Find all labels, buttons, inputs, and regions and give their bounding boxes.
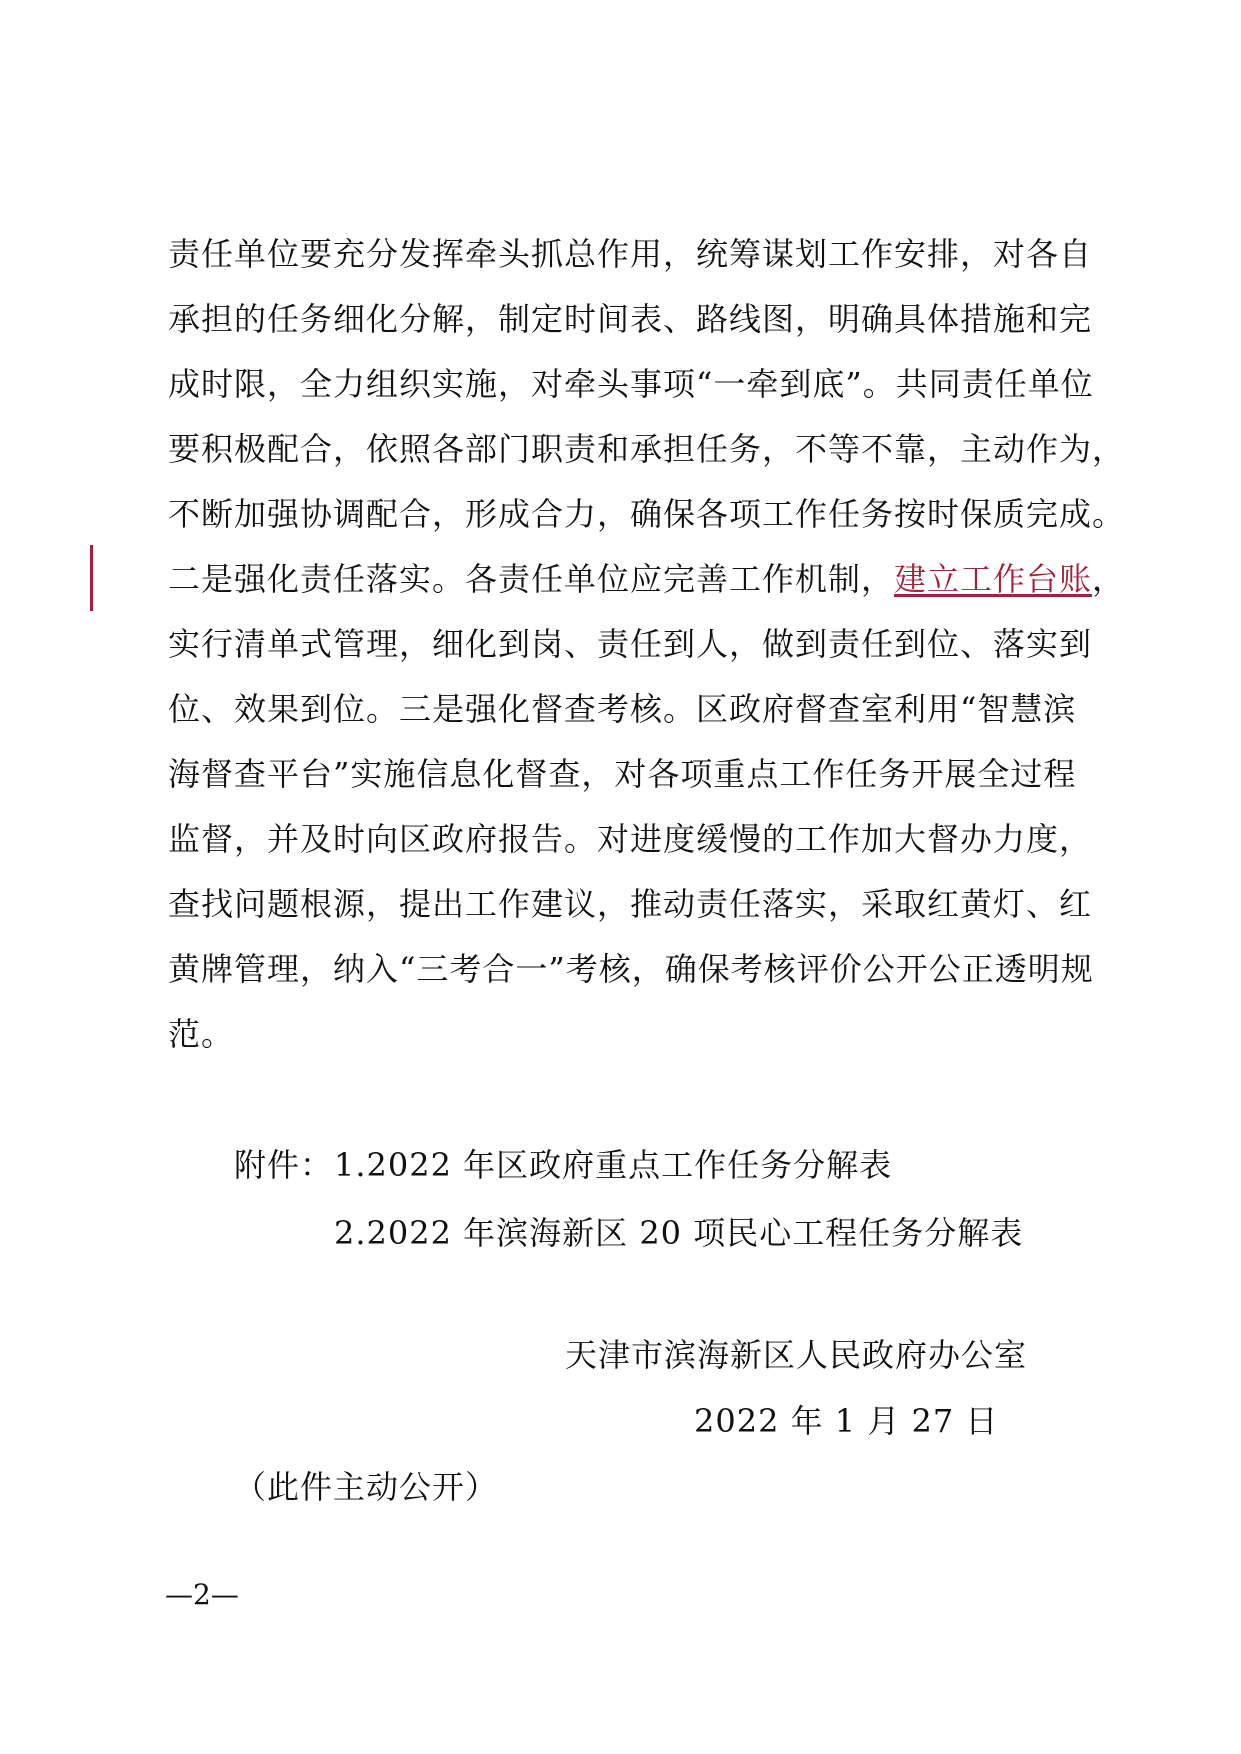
body-line: 不断加强协调配合，形成合力，确保各项工作任务按时保质完成。 [168,495,1126,533]
body-line-with-link [168,547,1126,612]
margin-change-marker [90,545,93,611]
ledger-link[interactable]: 建立工作台账 [894,560,1093,598]
body-line: 实行清单式管理，细化到岗、责任到人，做到责任到位、落实到 [168,625,1093,663]
body-line: 范。 [168,1015,235,1053]
body-line-text: 二是强化责任落实。各责任单位应完善工作机制， [168,560,895,598]
issue-date: 2022 年 1 月 27 日 [694,1402,999,1440]
body-paragraph [168,222,1126,1067]
body-line: 黄牌管理，纳入“三考合一”考核，确保考核评价公开公正透明规 [168,950,1094,988]
attachment-item-1: 1.2022 年区政府重点工作任务分解表 [334,1146,893,1184]
body-line: 位、效果到位。三是强化督查考核。区政府督查室利用“智慧滨 [168,690,1077,728]
body-line: 要积极配合，依照各部门职责和承担任务，不等不靠，主动作为， [168,430,1126,468]
body-line-punctuation: ， [1092,560,1126,598]
body-line: 承担的任务细化分解，制定时间表、路线图，明确具体措施和完 [168,300,1093,338]
body-line: 成时限，全力组织实施，对牵头事项“一牵到底”。共同责任单位 [168,365,1094,403]
body-line: 责任单位要充分发挥牵头抓总作用，统筹谋划工作安排，对各自 [168,235,1093,273]
disclosure-note: （此件主动公开） [234,1468,499,1506]
issuing-office: 天津市滨海新区人民政府办公室 [565,1336,1028,1374]
page-number: —2— [165,1578,239,1611]
attachment-item-2: 2.2022 年滨海新区 20 项民心工程任务分解表 [334,1214,1024,1252]
body-line: 海督查平台”实施信息化督查，对各项重点工作任务开展全过程 [168,755,1077,793]
body-line: 查找问题根源，提出工作建议，推动责任落实，采取红黄灯、红 [168,885,1093,923]
body-line: 监督，并及时向区政府报告。对进度缓慢的工作加大督办力度， [168,820,1093,858]
attachments-label: 附件： [234,1146,334,1184]
